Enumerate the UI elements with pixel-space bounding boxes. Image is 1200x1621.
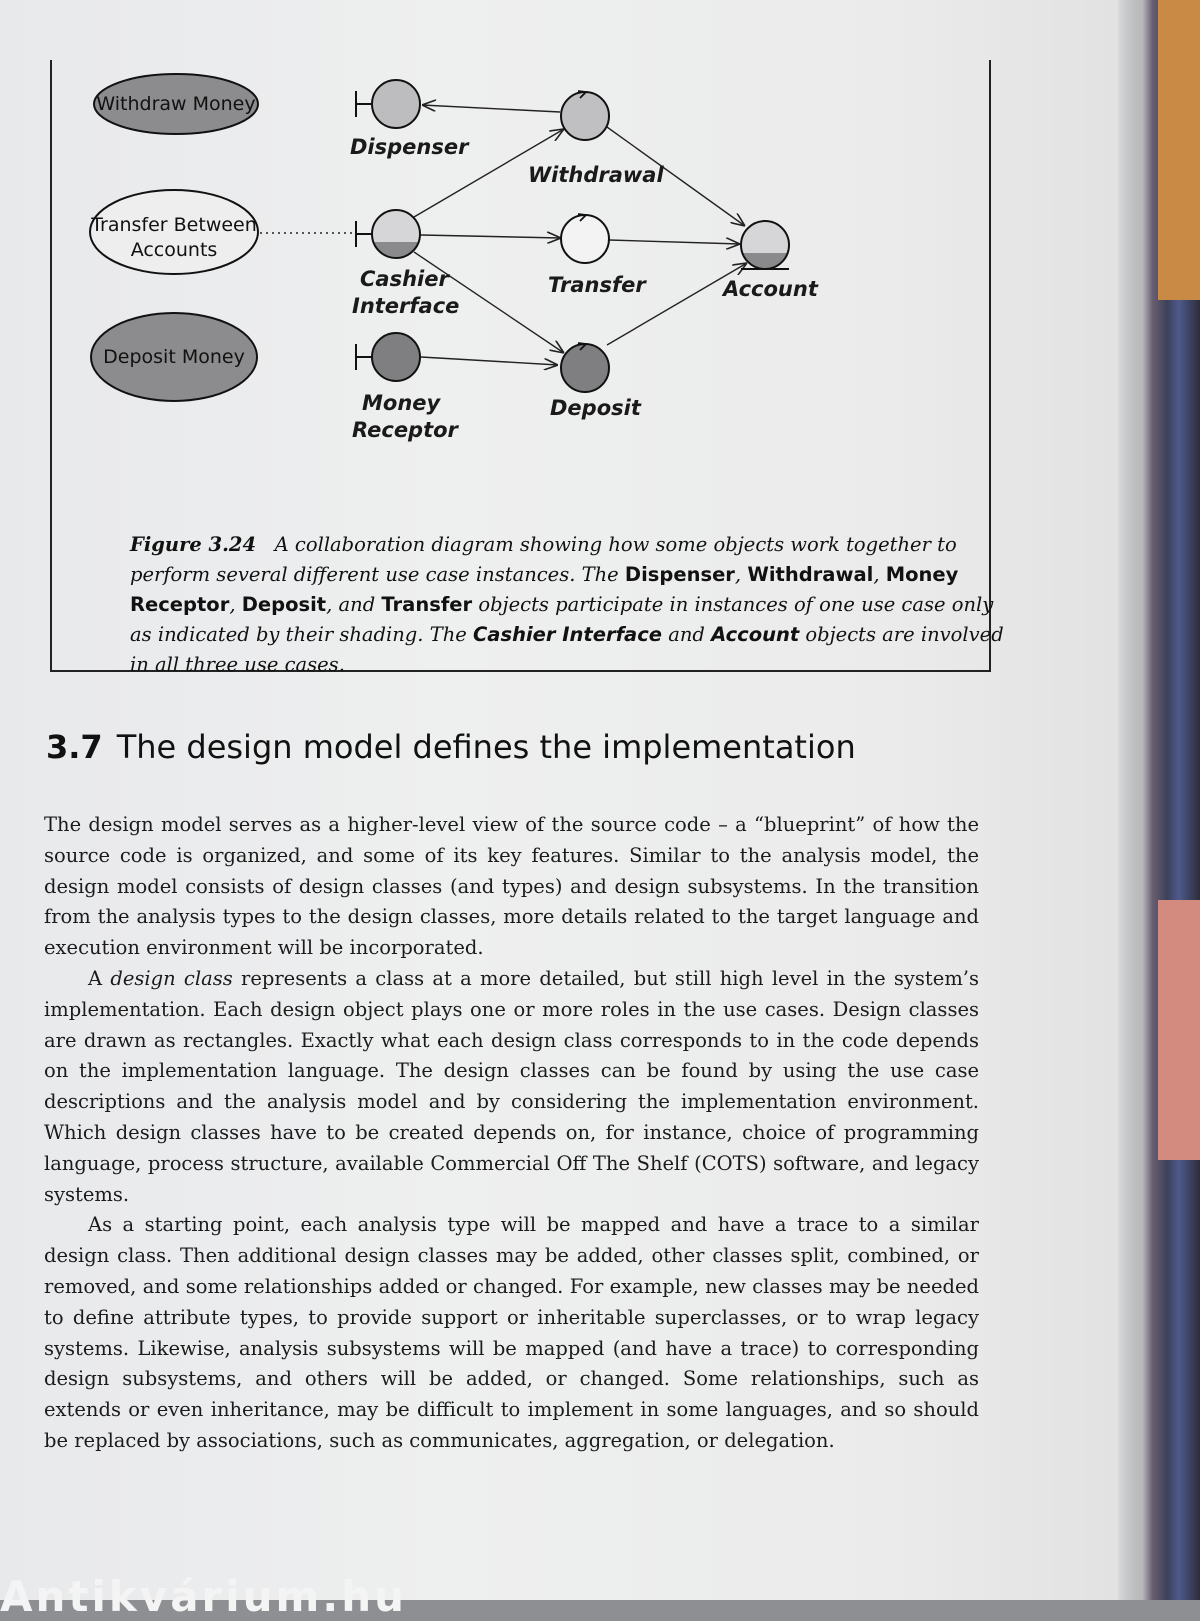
money-receptor-label-1: Money xyxy=(362,391,441,415)
account-object xyxy=(740,221,792,273)
paragraph-2-rest: represents a class at a more detailed, but still high level in the system’s implementation. Each design object plays one or more roles in the use cases. Design classes are drawn as rectangles. Exactly what each design class corresponds to in the code depends on the implementation language. The design classes can be found by using the use case descriptions and the analysis model and by considering the implementation environment. Which design classes have to be created depends on, for instance, choice of programming language, process structure, available Commercial Off The Shelf (COTS) software, and legacy systems. xyxy=(44,966,980,1206)
caption-text-3: objects participate in instances of one use case only as indicated by their shading. The xyxy=(130,593,994,646)
paragraph-3: As a starting point, each analysis type will be mapped and have a trace to a similar design class. Then additional design classes may be added, other classes split, combined, or removed, and some relationships added or changed. For example, new classes may be needed to define attribute types, to provide support or inheritable superclasses, or to wrap legacy systems. Likewise, analysis subsystems will be mapped (and have a trace) to corresponding design subsystems, and others will be added, or changed. Some relationships, such as extends or even inheritance, may be difficult to implement in some languages, and so should be replaced by associations, such as communicates, aggregation, or delegation. xyxy=(44,1213,979,1452)
money-receptor-label-2: Receptor xyxy=(352,418,458,442)
use-case-transfer-label-1: Transfer Between xyxy=(91,214,257,236)
transfer-label: Transfer xyxy=(548,273,646,297)
section-heading xyxy=(46,728,966,766)
caption-sep-1: , xyxy=(734,563,748,586)
withdrawal-object xyxy=(561,91,609,140)
figure-caption xyxy=(130,530,1010,680)
caption-cashier-interface: Cashier Interface xyxy=(473,623,663,646)
dispenser-object xyxy=(356,80,420,128)
term-design-class: design class xyxy=(110,966,233,990)
watermark-text: Antikvárium.hu xyxy=(0,1572,408,1621)
deposit-object xyxy=(561,343,609,392)
account-label: Account xyxy=(723,277,818,301)
paragraph-2 xyxy=(44,964,979,1210)
cashier-label-1: Cashier xyxy=(360,267,449,291)
link-withdrawal-to-dispenser xyxy=(422,105,560,112)
paragraph-2-lead: A xyxy=(88,966,111,990)
use-case-withdraw-label: Withdraw Money xyxy=(96,93,256,115)
caption-text-4: and xyxy=(662,623,712,646)
transfer-object xyxy=(561,214,609,263)
caption-dispenser: Dispenser xyxy=(624,563,735,586)
figure-frame xyxy=(50,60,1004,676)
caption-text-2: , and xyxy=(326,593,382,616)
use-case-deposit-label: Deposit Money xyxy=(103,346,245,368)
use-case-transfer-label-2: Accounts xyxy=(130,239,218,261)
section-title: The design model defines the implementation xyxy=(116,728,856,766)
paragraph-1: The design model serves as a higher-level view of the source code – a “blueprint” of how the source code is organized, and some of its key features. Similar to the analysis model, the design model consists of design classes (and types) and design subsystems. In the transition from the analysis types to the design classes, more details related to the target language and execution environment will be incorporated. xyxy=(44,813,979,960)
caption-sep-2: , xyxy=(873,563,886,586)
cashier-label-2: Interface xyxy=(352,294,460,318)
caption-sep-3: , xyxy=(229,593,242,616)
book-edge xyxy=(1118,0,1200,1600)
figure-number: Figure 3.24 xyxy=(130,533,257,556)
caption-text-5: objects are involved in all three use cases. xyxy=(130,623,1004,676)
money-receptor-object xyxy=(356,333,420,381)
collaboration-diagram xyxy=(52,60,989,520)
body-text xyxy=(44,810,979,1457)
section-number: 3.7 xyxy=(46,728,103,766)
caption-money-receptor: Money Receptor xyxy=(130,563,959,616)
caption-text-1: A collaboration diagram showing how some objects work together to perform several different use case instances. The xyxy=(130,533,957,586)
caption-transfer: Transfer xyxy=(381,593,473,616)
link-transfer-to-account xyxy=(609,240,740,244)
link-money-receptor-to-deposit xyxy=(421,357,558,365)
deposit-label: Deposit xyxy=(550,396,641,420)
cashier-interface-object xyxy=(356,210,422,262)
caption-deposit: Deposit xyxy=(241,593,327,616)
withdrawal-label: Withdrawal xyxy=(528,163,664,187)
caption-withdrawal: Withdrawal xyxy=(747,563,874,586)
caption-account: Account xyxy=(711,623,800,646)
dispenser-label: Dispenser xyxy=(350,135,469,159)
link-cashier-to-transfer xyxy=(421,235,561,238)
